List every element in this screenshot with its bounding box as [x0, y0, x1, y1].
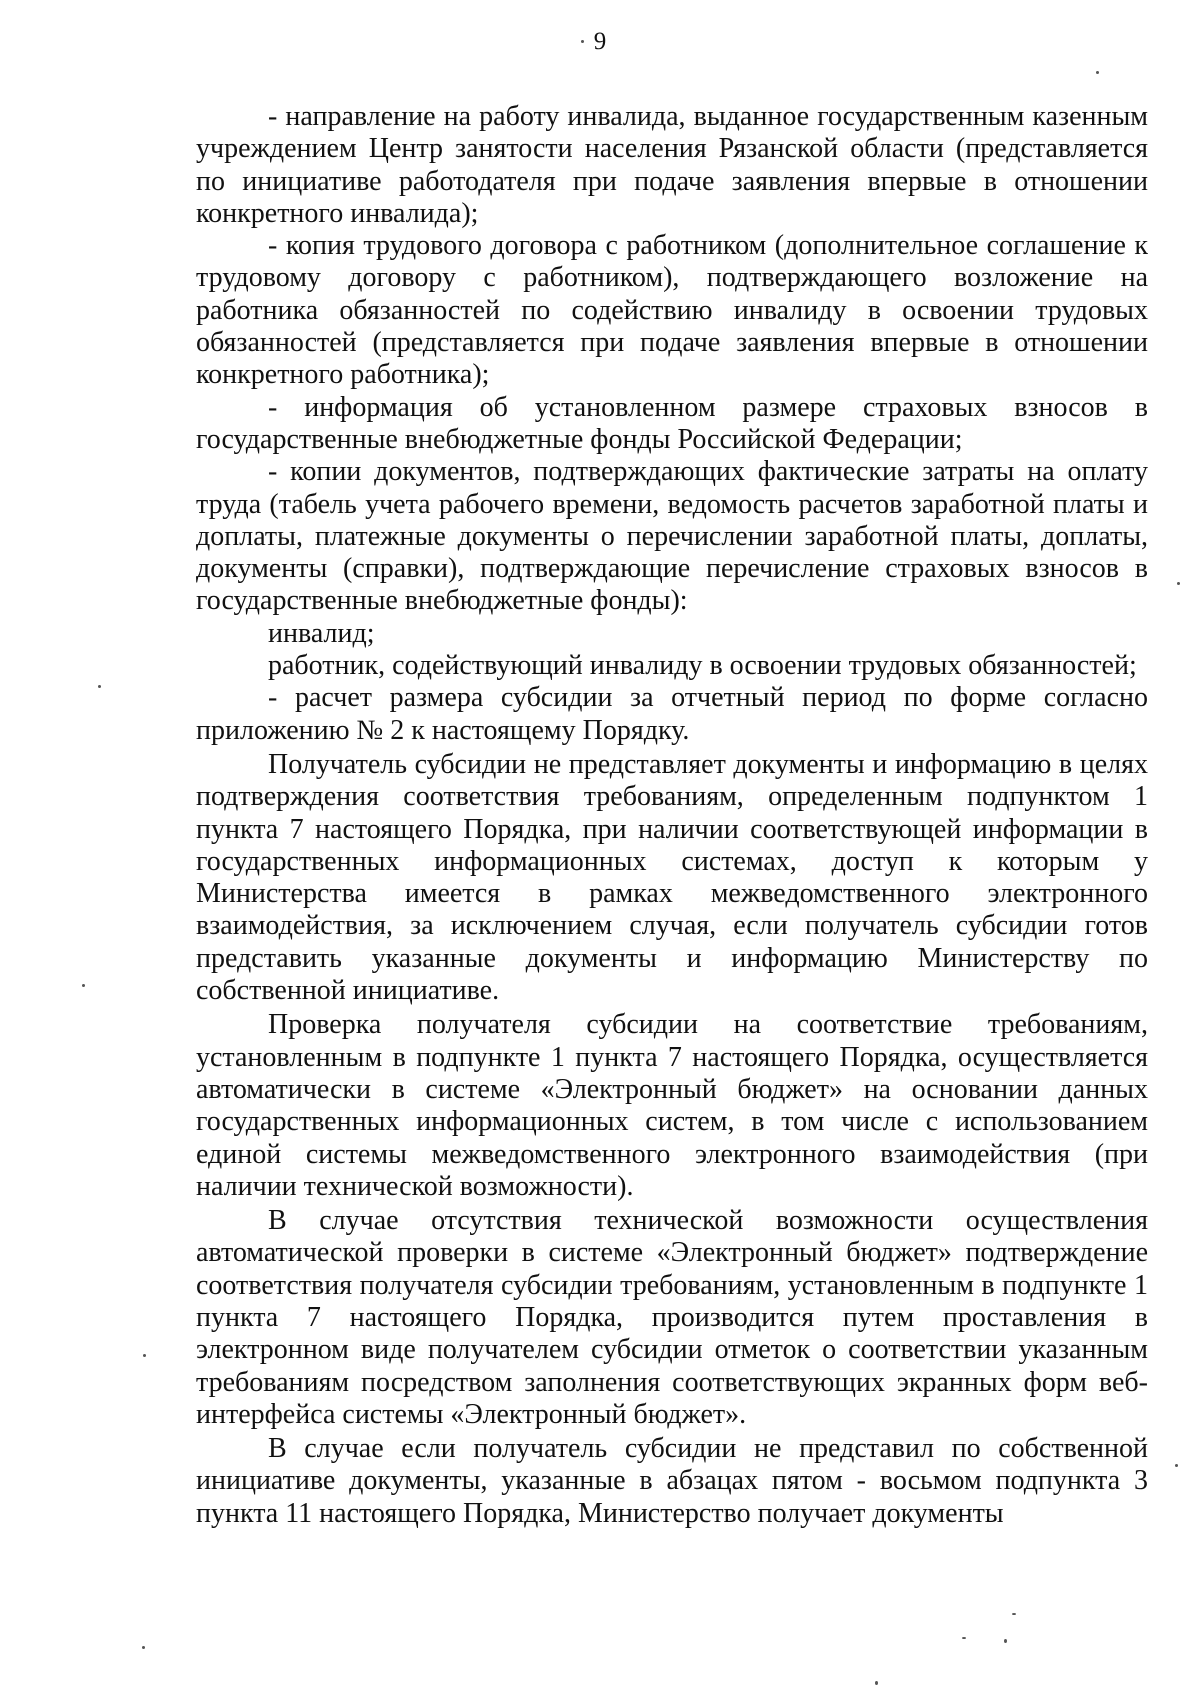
scan-speck: [142, 1646, 145, 1649]
paragraph-automatic-check: Проверка получателя субсидии на соответствие требованиям, установленным в подпункте 1 пункта 7 настоящего Порядка, осуществляется автоматически в системе «Электронный бюджет» на основании данных государственных информационных систем, в том числе с использованием единой системы межведомственного электронного взаимодействия (при наличии технической возможности).: [196, 1009, 1148, 1202]
paragraph-subsidy-calculation: - расчет размера субсидии за отчетный период по форме согласно приложению № 2 к настоящему Порядку.: [196, 682, 1148, 746]
scan-speck: [1175, 1464, 1178, 1467]
scan-speck: [1004, 1639, 1007, 1643]
scan-speck: [82, 984, 85, 987]
paragraph-list-disabled: инвалид;: [268, 617, 375, 649]
scan-speck: [1012, 1613, 1016, 1615]
scan-speck: [1096, 71, 1099, 74]
scan-speck: [962, 1637, 966, 1639]
paragraph-ministry-request: В случае если получатель субсидии не представил по собственной инициативе документы, указанные в абзацах пятом - восьмом подпункта 3 пункта 11 настоящего Порядка, Министерство получает документы: [196, 1433, 1148, 1529]
document-body: [196, 101, 1148, 1530]
paragraph-referral: - направление на работу инвалида, выданное государственным казенным учреждением Центр занятости населения Рязанской области (представляется по инициативе работодателя при подаче заявления впервые в отношении конкретного инвалида);: [196, 101, 1148, 229]
scan-speck: [98, 685, 101, 688]
scan-speck: [581, 40, 584, 43]
scan-speck: [143, 1354, 146, 1357]
scan-speck: [875, 1681, 878, 1685]
paragraph-manual-confirmation: В случае отсутствия технической возможности осуществления автоматической проверки в системе «Электронный бюджет» подтверждение соответствия получателя субсидии требованиям, установленным в подпункте 1 пункта 7 настоящего Порядка, производится путем проставления в электронном виде получателем субсидии отметок о соответствии указанным требованиям посредством заполнения соответствующих экранных форм веб-интерфейса системы «Электронный бюджет».: [196, 1205, 1148, 1430]
paragraph-list-worker: работник, содействующий инвалиду в освоении трудовых обязанностей;: [268, 650, 1137, 682]
paragraph-expense-documents: - копии документов, подтверждающих фактические затраты на оплату труда (табель учета рабочего времени, ведомость расчетов заработной платы и доплаты, платежные документы о перечислении заработной платы, доплаты, документы (справки), подтверждающие перечисление страховых взносов в государственные внебюджетные фонды):: [196, 456, 1148, 617]
paragraph-employment-contract: - копия трудового договора с работником (дополнительное соглашение к трудовому договору с работником), подтверждающего возложение на работника обязанностей по содействию инвалиду в освоении трудовых обязанностей (представляется при подаче заявления впервые в отношении конкретного работника);: [196, 230, 1148, 391]
page-number: 9: [593, 28, 607, 55]
scan-speck: [1177, 582, 1180, 585]
paragraph-recipient-documents: Получатель субсидии не представляет документы и информацию в целях подтверждения соответствия требованиям, определенным подпунктом 1 пункта 7 настоящего Порядка, при наличии соответствующей информации в государственных информационных системах, доступ к которым у Министерства имеется в рамках межведомственного электронного взаимодействия, за исключением случая, если получатель субсидии готов представить указанные документы и информацию Министерству по собственной инициативе.: [196, 748, 1148, 1007]
paragraph-insurance-info: - информация об установленном размере страховых взносов в государственные внебюджетные фонды Российской Федерации;: [196, 391, 1148, 455]
